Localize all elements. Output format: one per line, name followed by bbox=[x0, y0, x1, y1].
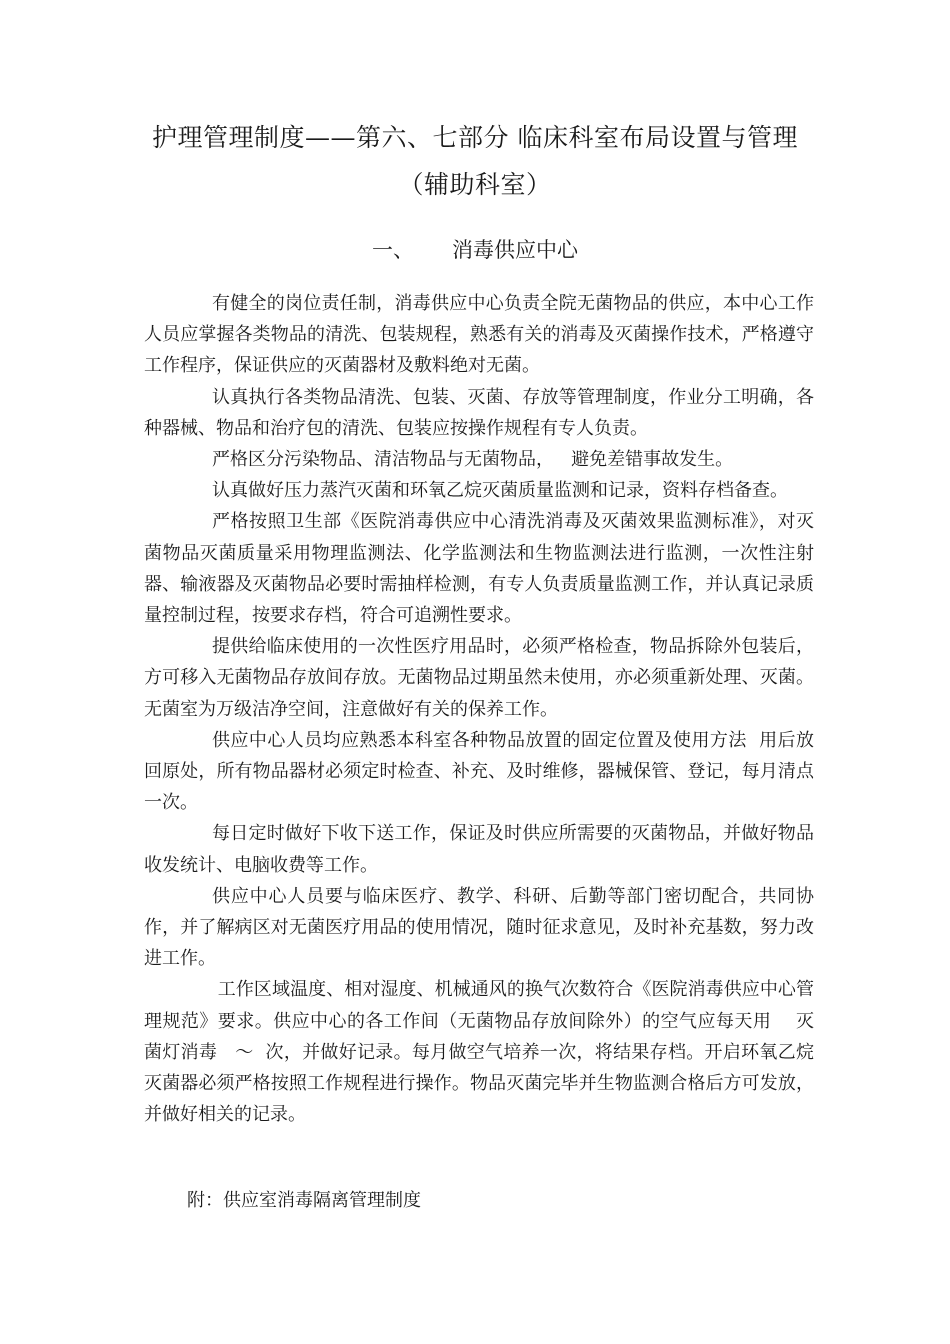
paragraph: 供应中心人员要与临床医疗、教学、科研、后勤等部门密切配合，共同协作，并了解病区对无菌医疗用品的使用情况，随时征求意见，及时补充基数，努力改进工作。 bbox=[144, 885, 814, 970]
paragraph: 认真做好压力蒸汽灭菌和环氧乙烷灭菌质量监测和记录，资料存档备查。 bbox=[212, 480, 788, 502]
paragraph: 提供给临床使用的一次性医疗用品时，必须严格检查，物品拆除外包装后，方可移入无菌物品存放间存放。无菌物品过期虽然未使用，亦必须重新处理、灭菌。无菌室为万级洁净空间，注意做好有关的保养工作。 bbox=[144, 636, 814, 720]
document-title-line1: 护理管理制度——第六、七部分 临床科室布局设置与管理 bbox=[152, 123, 798, 152]
paragraph: 严格按照卫生部《医院消毒供应中心清洗消毒及灭菌效果监测标准》，对灭菌物品灭菌质量采用物理监测法、化学监测法和生物监测法进行监测，一次性注射器、输液器及灭菌物品必要时需抽样检测，有专人负责质量监测工作，并认真记录质量控制过程，按要求存档，符合可追溯性要求。 bbox=[144, 511, 814, 627]
section-heading bbox=[0, 234, 950, 264]
paragraph: 工作区域温度、相对湿度、机械通风的换气次数符合《医院消毒供应中心管理规范》要求。供应中心的各工作间（无菌物品存放间除外）的空气应每天用 灭菌灯消毒 ～ 次，并做好记录。每月做空气培养一次，将结果存档。开启环氧乙烷灭菌器必须严格按照工作规程进行操作。物品灭菌完毕并生物监测合格后方可发放，并做好相关的记录。 bbox=[144, 979, 814, 1126]
paragraph: 每日定时做好下收下送工作，保证及时供应所需要的灭菌物品，并做好物品收发统计、电脑收费等工作。 bbox=[144, 823, 814, 876]
paragraph: 有健全的岗位责任制，消毒供应中心负责全院无菌物品的供应，本中心工作人员应掌握各类物品的清洗、包装规程，熟悉有关的消毒及灭菌操作技术，严格遵守工作程序，保证供应的灭菌器材及敷料绝对无菌。 bbox=[144, 293, 814, 377]
paragraph: 供应中心人员均应熟悉本科室各种物品放置的固定位置及使用方法 用后放回原处，所有物品器材必须定时检查、补充、及时维修，器械保管、登记，每月清点一次。 bbox=[144, 729, 814, 814]
section-title: 消毒供应中心 bbox=[452, 238, 578, 262]
appendix-note: 附：供应室消毒隔离管理制度 bbox=[187, 1190, 421, 1211]
document-body bbox=[144, 288, 814, 1130]
document-title-line2: （辅助科室） bbox=[398, 170, 552, 199]
paragraph: 严格区分污染物品、清洁物品与无菌物品， 避免差错事故发生。 bbox=[212, 449, 734, 471]
paragraph: 认真执行各类物品清洗、包装、灭菌、存放等管理制度，作业分工明确，各种器械、物品和治疗包的清洗、包装应按操作规程有专人负责。 bbox=[144, 386, 814, 439]
section-number: 一、 bbox=[372, 238, 414, 262]
